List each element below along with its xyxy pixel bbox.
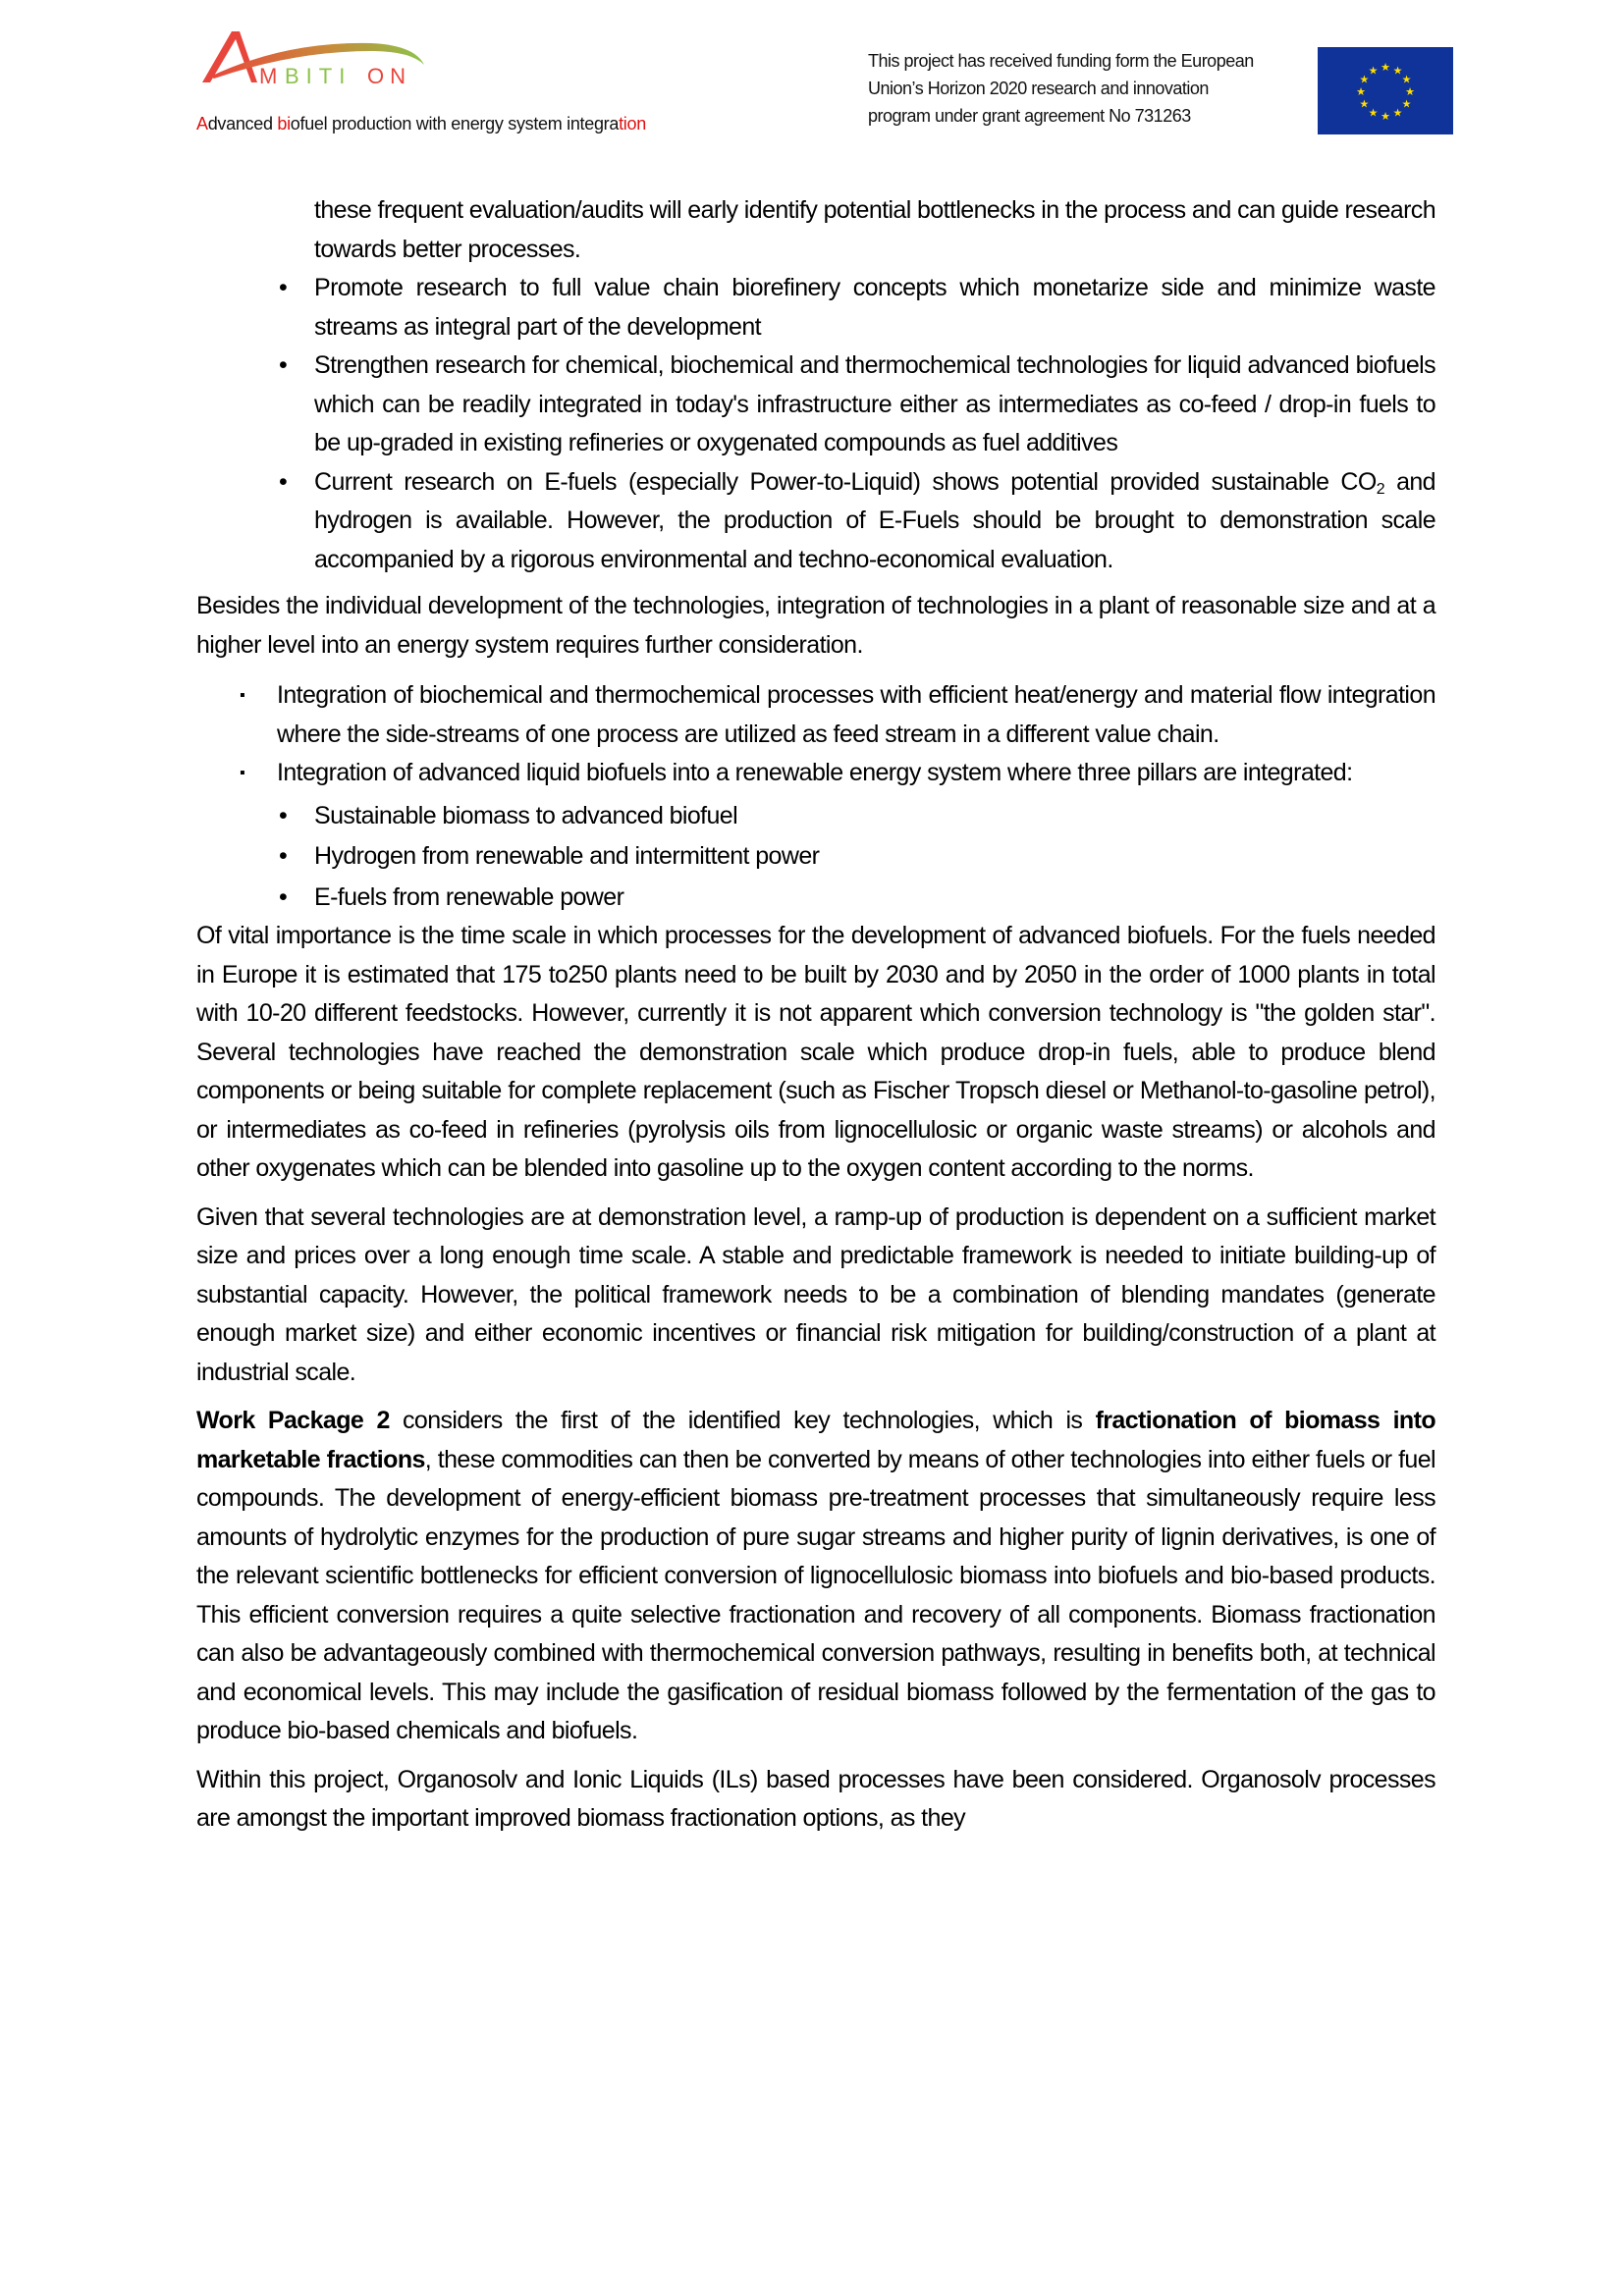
list-item-text: Promote research to full value chain biorefinery concepts which monetarize side and minimize waste streams as integral part of the development [314,274,1435,341]
tagline-part: A [196,114,208,133]
square-bullet-icon: ▪ [240,687,245,704]
bold-text: Work Package 2 [196,1407,390,1434]
subscript: 2 [1376,480,1385,498]
project-tagline [196,114,646,134]
bullet-icon: • [279,351,288,379]
list-item-text: Sustainable biomass to advanced biofuel [314,801,738,829]
svg-text:★: ★ [1368,64,1379,78]
svg-text:BITI: BITI [285,64,352,88]
paragraph-given: Given that several technologies are at demonstration level, a ramp-up of production is dependent on a sufficient market size and prices over a long enough time scale. A stable and predictable framework is needed to initiate building-up of substantial capacity. However, the political framework needs to be a combination of blending mandates (generate enough market size) and either economic incentives or financial risk mitigation for building/construction of a plant at industrial scale. [196,1202,1435,1386]
eu-flag-icon [1318,47,1453,134]
svg-text:★: ★ [1368,106,1379,120]
list-item-text: and hydrogen is available. However, the production of E-Fuels should be brought to demonstration scale accompanied by a rigorous environmental and techno-economical evaluation. [314,467,1435,573]
funding-notice [868,47,1254,130]
svg-text:★: ★ [1380,61,1390,74]
svg-text:★: ★ [1401,97,1412,111]
list-item [196,754,1435,793]
recommendations-list [196,269,1435,579]
document-body [196,191,1435,1839]
list-item-continuation: these frequent evaluation/audits will early identify potential bottlenecks in the process and can guide research towards better processes. [314,196,1435,263]
svg-text:★: ★ [1405,85,1415,98]
list-item-text: Integration of biochemical and thermochemical processes with efficient heat/energy and material flow integration where the side-streams of one process are utilized as feed stream in a different value chain. [277,681,1435,748]
svg-text:★: ★ [1380,110,1390,123]
svg-text:M: M [259,64,284,88]
paragraph-within-project: Within this project, Organosolv and Ionic Liquids (ILs) based processes have been considered. Organosolv processes are amongst the important improved biomass fractionation options, as they [196,1765,1435,1832]
square-bullet-icon: ▪ [240,765,245,781]
paragraph-text: considers the first of the identified key technologies, which is [389,1407,1096,1434]
svg-text:★: ★ [1401,73,1412,86]
list-item [196,797,1435,836]
funding-line: Union’s Horizon 2020 research and innovation [868,79,1209,98]
tagline-part: tion [619,114,646,133]
funding-line: This project has received funding form the European [868,51,1254,71]
tagline-part: ofuel production with energy system integra [290,114,620,133]
list-item-text: Strengthen research for chemical, biochemical and thermochemical technologies for liquid advanced biofuels which can be readily integrated in today's infrastructure either as intermediates as co-feed / drop-in fuels to be up-graded in existing refineries or oxygenated compounds as fuel additives [314,351,1435,456]
bullet-icon: • [279,801,288,829]
svg-text:★: ★ [1356,85,1366,98]
svg-text:★: ★ [1359,73,1370,86]
funding-line: program under grant agreement No 731263 [868,106,1191,126]
integration-list [196,676,1435,917]
bullet-icon: • [279,882,288,911]
list-item [196,269,1435,347]
list-item [196,837,1435,877]
paragraph-work-package-2 [196,1402,1435,1751]
bullet-icon: • [279,842,288,870]
bullet-icon: • [279,467,288,496]
list-item-text: Hydrogen from renewable and intermittent power [314,842,820,870]
list-item-text: Current research on E-fuels (especially Power-to-Liquid) shows potential provided sustainable CO [314,467,1377,496]
ambition-logo [196,27,432,96]
paragraph-vital-importance: Of vital importance is the time scale in which processes for the development of advanced biofuels. For the fuels needed in Europe it is estimated that 175 to250 plants need to be built by 2030 and by 2050 in the order of 1000 plants in total with 10-20 different feedstocks. However, currently it is not apparent which conversion technology is "the golden star". Several technologies have reached the demonstration scale which produce drop-in fuels, able to produce blend components or being suitable for complete replacement (such as Fischer Tropsch diesel or Methanol-to-gasoline petrol), or intermediates as co-feed in refineries (pyrolysis oils from lignocellulosic or organic waste streams) or alcohols and other oxygenates which can be blended into gasoline up to the oxygen content according to the norms. [196,922,1435,1182]
svg-text:ON: ON [367,64,411,88]
paragraph-besides: Besides the individual development of the technologies, integration of technologies in a plant of reasonable size and at a higher level into an energy system requires further consideration. [196,592,1435,659]
list-item-text: Integration of advanced liquid biofuels into a renewable energy system where three pillars are integrated: [277,759,1353,786]
list-item-text: E-fuels from renewable power [314,882,624,911]
list-item [196,463,1435,580]
ambition-logo-icon [196,27,432,96]
tagline-part: bi [277,114,291,133]
list-item [196,347,1435,463]
paragraph-text: , these commodities can then be converted by means of other technologies into either fuels or fuel compounds. The development of energy-efficient biomass pre-treatment processes that simultaneously require less amounts of hydrolytic enzymes for the production of pure sugar streams and higher purity of lignin derivatives, is one of the relevant scientific bottlenecks for efficient conversion of lignocellulosic biomass into biofuels and bio-based products. This efficient conversion requires a quite selective fractionation and recovery of all components. Biomass fractionation can also be advantageously combined with thermochemical conversion pathways, resulting in benefits both, at technical and economical levels. This may include the gasification of residual biomass followed by the fermentation of the gas to produce bio-based chemicals and biofuels. [196,1445,1435,1744]
svg-text:★: ★ [1359,97,1370,111]
bullet-icon: • [279,274,288,301]
page-header [0,0,1624,157]
tagline-part: dvanced [207,114,278,133]
list-item [196,676,1435,754]
svg-text:★: ★ [1392,106,1403,120]
list-item [196,879,1435,918]
svg-text:★: ★ [1392,64,1403,78]
bold-text: fractionation of biomass into marketable fractions [196,1407,1435,1473]
